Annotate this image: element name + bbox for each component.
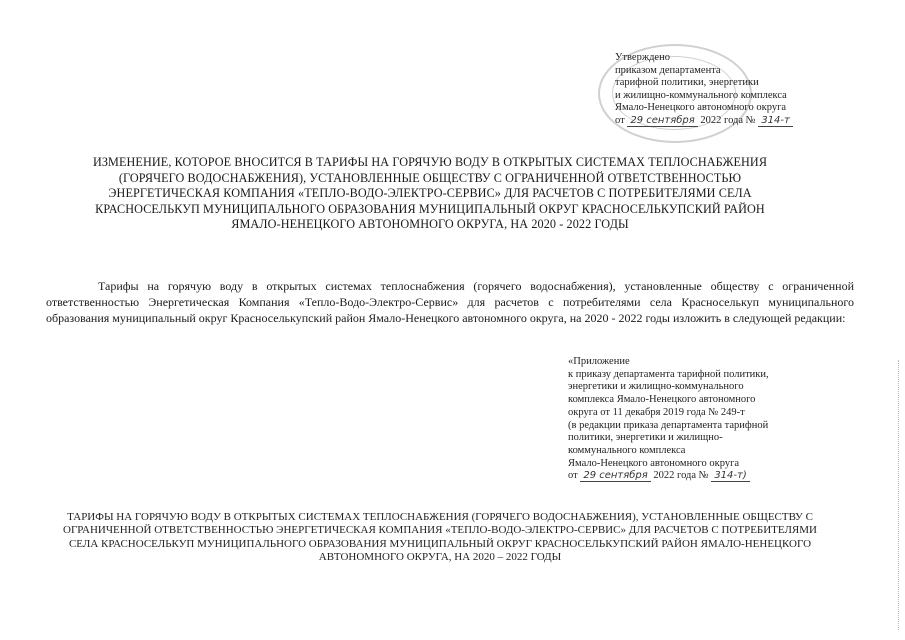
appendix-block: [568, 356, 848, 483]
appendix-date-line: [568, 470, 848, 483]
appendix-line-1: «Приложение: [568, 356, 630, 367]
change-title: ИЗМЕНЕНИЕ, КОТОРОЕ ВНОСИТСЯ В ТАРИФЫ НА ГОРЯЧУЮ ВОДУ В ОТКРЫТЫХ СИСТЕМАХ ТЕПЛОСНАБЖЕНИЯ (ГОРЯЧЕГО ВОДОСНАБЖЕНИЯ), УСТАНОВЛЕННЫЕ ОБЩЕСТВУ С ОГРАНИЧЕННОЙ ОТВЕТСТВЕННОСТЬЮ ЭНЕРГЕТИЧЕСКАЯ КОМПАНИЯ «ТЕПЛО-ВОДО-ЭЛЕКТРО-СЕРВИС» ДЛЯ РАСЧЕТОВ С ПОТРЕБИТЕЛЯМИ СЕЛА КРАСНОСЕЛЬКУП МУНИЦИПАЛЬНОГО ОБРАЗОВАНИЯ МУНИЦИПАЛЬНЫЙ ОКРУГ КРАСНОСЕЛЬКУПСКИЙ РАЙОН ЯМАЛО-НЕНЕЦКОГО АВТОНОМНОГО ОКРУГА, НА 2020 - 2022 ГОДЫ: [92, 155, 768, 232]
approval-line-1: Утверждено: [615, 52, 670, 63]
tariffs-title: ТАРИФЫ НА ГОРЯЧУЮ ВОДУ В ОТКРЫТЫХ СИСТЕМАХ ТЕПЛОСНАБЖЕНИЯ (ГОРЯЧЕГО ВОДОСНАБЖЕНИЯ), УСТАНОВЛЕННЫЕ ОБЩЕСТВУ С ОГРАНИЧЕННОЙ ОТВЕТСТВЕННОСТЬЮ ЭНЕРГЕТИЧЕСКАЯ КОМПАНИЯ «ТЕПЛО-ВОДО-ЭЛЕКТРО-СЕРВИС» ДЛЯ РАСЧЕТОВ С ПОТРЕБИТЕЛЯМИ СЕЛА КРАСНОСЕЛЬКУП МУНИЦИПАЛЬНОГО ОБРАЗОВАНИЯ МУНИЦИПАЛЬНЫЙ ОКРУГ КРАСНОСЕЛЬКУПСКИЙ РАЙОН ЯМАЛО-НЕНЕЦКОГО АВТОНОМНОГО ОКРУГА, НА 2020 – 2022 ГОДЫ: [63, 511, 817, 563]
approval-date-handwritten: 29 сентября: [627, 115, 697, 127]
appendix-line-3: энергетики и жилищно-коммунального: [568, 381, 744, 393]
appendix-date-prefix: от: [568, 470, 578, 482]
approval-date-suffix: 2022 года №: [700, 114, 756, 126]
approval-line-5: Ямало-Ненецкого автономного округа: [615, 102, 787, 114]
appendix-line-6: (в редакции приказа департамента тарифной: [568, 419, 769, 431]
appendix-line-4: комплекса Ямало-Ненецкого автономного: [568, 394, 756, 406]
approval-number-handwritten: 314-т: [758, 115, 793, 127]
approval-date-line: [615, 115, 875, 128]
appendix-number-handwritten: 314-т): [711, 470, 749, 482]
appendix-line-9: Ямало-Ненецкого автономного округа: [568, 457, 740, 469]
scan-edge-line: [898, 360, 900, 630]
approval-line-2: приказом департамента: [615, 64, 721, 76]
approval-line-3: тарифной политики, энергетики: [615, 77, 759, 89]
appendix-line-2: к приказу департамента тарифной политики,: [568, 368, 769, 380]
appendix-date-handwritten: 29 сентября: [580, 470, 650, 482]
intro-paragraph: Тарифы на горячую воду в открытых системах теплоснабжения (горячего водоснабжения), установленные обществу с ограниченной ответственностью Энергетическая Компания «Тепло-Водо-Электро-Сервис» для расчетов с потребителями села Красноселькуп муниципального образования муниципальный округ Красноселькупский район Ямало-Ненецкого автономного округа, на 2020 - 2022 годы изложить в следующей редакции:: [46, 279, 854, 325]
appendix-line-7: политики, энергетики и жилищно-: [568, 432, 723, 444]
appendix-date-suffix: 2022 года №: [653, 470, 709, 482]
approval-block: [615, 52, 875, 128]
appendix-line-8: коммунального комплекса: [568, 444, 686, 456]
appendix-line-5: округа от 11 декабря 2019 года № 249-т: [568, 406, 745, 418]
approval-line-4: и жилищно-коммунального комплекса: [615, 89, 787, 101]
approval-date-prefix: от: [615, 114, 625, 126]
